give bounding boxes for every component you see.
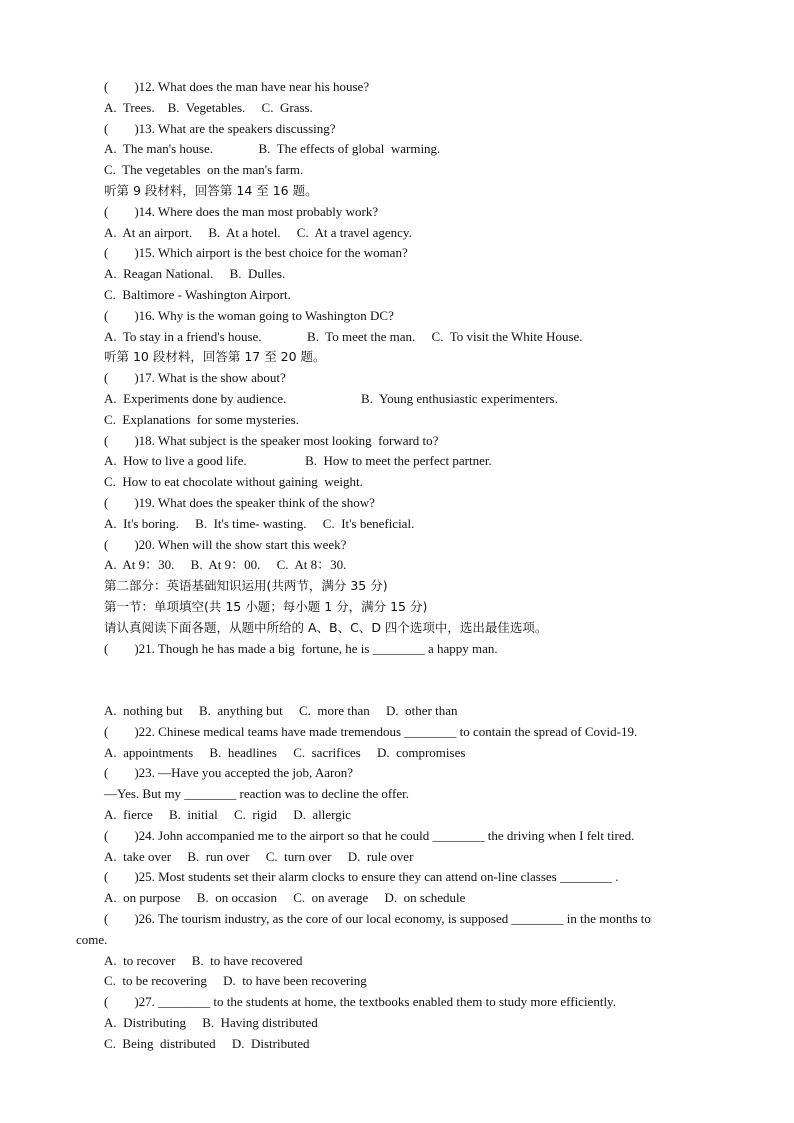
question-27: ( )27. ________ to the students at home, the textbooks enabled them to study more efficiently. bbox=[104, 994, 616, 1009]
options-20: A. At 9：30. B. At 9：00. C. At 8：30. bbox=[104, 557, 347, 572]
options-25: A. on purpose B. on occasion C. on average D. on schedule bbox=[104, 890, 466, 905]
question-16: ( )16. Why is the woman going to Washington DC? bbox=[104, 308, 394, 323]
question-26-continued: come. bbox=[76, 932, 108, 947]
question-23: ( )23. —Have you accepted the job, Aaron? bbox=[104, 765, 354, 780]
question-19: ( )19. What does the speaker think of the show? bbox=[104, 495, 375, 510]
question-22: ( )22. Chinese medical teams have made tremendous ________ to contain the spread of Covid-19. bbox=[104, 724, 638, 739]
question-12: ( )12. What does the man have near his house? bbox=[104, 79, 370, 94]
part-two-heading: 第二部分：英语基础知识运用(共两节，满分 35 分) bbox=[104, 578, 388, 593]
question-15: ( )15. Which airport is the best choice for the woman? bbox=[104, 245, 408, 260]
question-24: ( )24. John accompanied me to the airport so that he could ________ the driving when I felt tired. bbox=[104, 828, 635, 843]
question-26: ( )26. The tourism industry, as the core of our local economy, is supposed ________ in the months to bbox=[104, 911, 651, 926]
question-17: ( )17. What is the show about? bbox=[104, 370, 286, 385]
options-18-ab: A. How to live a good life. B. How to meet the perfect partner. bbox=[104, 453, 492, 468]
options-27-cd: C. Being distributed D. Distributed bbox=[104, 1036, 310, 1051]
options-13-ab: A. The man's house. B. The effects of global warming. bbox=[104, 141, 441, 156]
question-18: ( )18. What subject is the speaker most looking forward to? bbox=[104, 433, 439, 448]
instructions: 请认真阅读下面各题，从题中所给的 A、B、C、D 四个选项中，选出最佳选项。 bbox=[104, 620, 548, 635]
question-21: ( )21. Though he has made a big fortune, he is ________ a happy man. bbox=[104, 641, 498, 656]
options-14: A. At an airport. B. At a hotel. C. At a travel agency. bbox=[104, 225, 412, 240]
options-19: A. It's boring. B. It's time- wasting. C. It's beneficial. bbox=[104, 516, 415, 531]
options-17-c: C. Explanations for some mysteries. bbox=[104, 412, 299, 427]
options-17-ab: A. Experiments done by audience. B. Young enthusiastic experimenters. bbox=[104, 391, 558, 406]
options-26-cd: C. to be recovering D. to have been recovering bbox=[104, 973, 367, 988]
question-23-reply: —Yes. But my ________ reaction was to decline the offer. bbox=[104, 786, 409, 801]
question-13: ( )13. What are the speakers discussing? bbox=[104, 121, 336, 136]
options-12: A. Trees. B. Vegetables. C. Grass. bbox=[104, 100, 313, 115]
options-13-c: C. The vegetables on the man's farm. bbox=[104, 162, 304, 177]
options-24: A. take over B. run over C. turn over D. rule over bbox=[104, 849, 414, 864]
options-16: A. To stay in a friend's house. B. To meet the man. C. To visit the White House. bbox=[104, 329, 583, 344]
options-26-ab: A. to recover B. to have recovered bbox=[104, 953, 303, 968]
section-heading-9: 听第 9 段材料，回答第 14 至 16 题。 bbox=[104, 183, 318, 198]
question-20: ( )20. When will the show start this week? bbox=[104, 537, 347, 552]
options-27-ab: A. Distributing B. Having distributed bbox=[104, 1015, 318, 1030]
options-23: A. fierce B. initial C. rigid D. allergic bbox=[104, 807, 352, 822]
question-25: ( )25. Most students set their alarm clocks to ensure they can attend on-line classes ________ . bbox=[104, 869, 619, 884]
options-15-ab: A. Reagan National. B. Dulles. bbox=[104, 266, 286, 281]
section-one-heading: 第一节：单项填空(共 15 小题；每小题 1 分，满分 15 分) bbox=[104, 599, 428, 614]
question-14: ( )14. Where does the man most probably work? bbox=[104, 204, 379, 219]
options-21: A. nothing but B. anything but C. more than D. other than bbox=[104, 703, 458, 718]
options-22: A. appointments B. headlines C. sacrifices D. compromises bbox=[104, 745, 466, 760]
section-heading-10: 听第 10 段材料，回答第 17 至 20 题。 bbox=[104, 349, 326, 364]
options-15-c: C. Baltimore - Washington Airport. bbox=[104, 287, 291, 302]
options-18-c: C. How to eat chocolate without gaining weight. bbox=[104, 474, 363, 489]
